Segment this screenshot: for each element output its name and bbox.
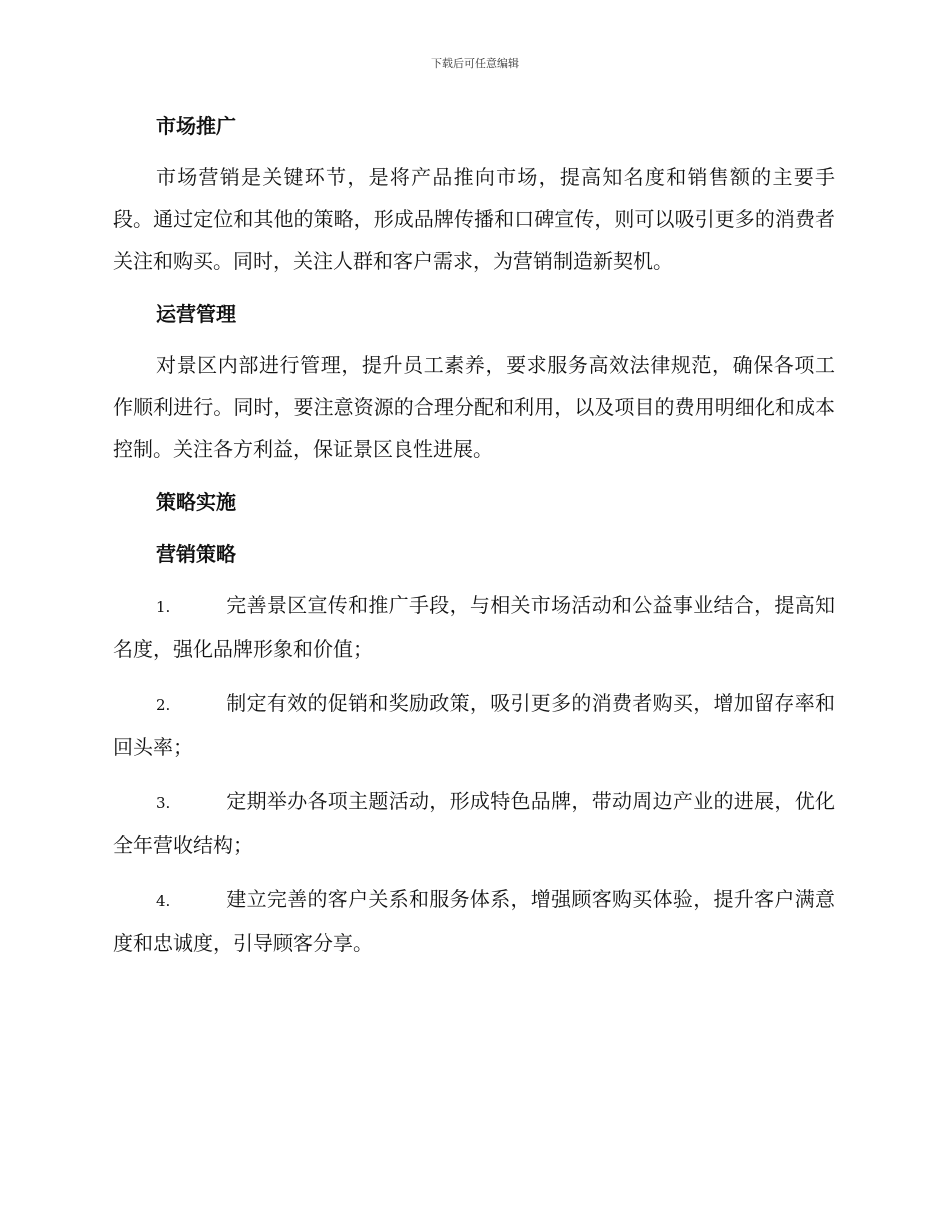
list-item-number: 1. [156, 598, 171, 616]
header-note: 下载后可任意编辑 [431, 57, 519, 70]
heading-strategy-implementation: 策略实施 [156, 490, 236, 514]
list-item-number: 3. [156, 794, 171, 812]
list-item-text: 定期举办各项主题活动，形成特色品牌，带动周边产业的进展，优化全年营收结构； [113, 789, 835, 857]
list-item-text: 建立完善的客户关系和服务体系，增强顾客购买体验，提升客户满意度和忠诚度，引导顾客分享。 [113, 887, 835, 955]
paragraph-operations-management: 对景区内部进行管理，提升员工素养，要求服务高效法律规范，确保各项工作顺利进行。同时，要注意资源的合理分配和利用，以及项目的费用明细化和成本控制。关注各方利益，保证景区良性进展。 [113, 353, 835, 461]
list-item-text: 制定有效的促销和奖励政策，吸引更多的消费者购买，增加留存率和回头率； [113, 691, 835, 759]
list-item [113, 878, 835, 964]
list-item-text: 完善景区宣传和推广手段，与相关市场活动和公益事业结合，提高知名度，强化品牌形象和价值； [113, 593, 835, 661]
list-item [113, 780, 835, 866]
list-item-number: 2. [156, 696, 171, 714]
list-item-number: 4. [156, 892, 171, 910]
list-item [113, 584, 835, 670]
heading-market-promotion: 市场推广 [156, 114, 236, 138]
heading-marketing-strategy: 营销策略 [156, 542, 236, 566]
document-body [113, 104, 835, 976]
list-item [113, 682, 835, 768]
heading-operations-management: 运营管理 [156, 302, 236, 326]
paragraph-market-promotion: 市场营销是关键环节，是将产品推向市场，提高知名度和销售额的主要手段。通过定位和其他的策略，形成品牌传播和口碑宣传，则可以吸引更多的消费者关注和购买。同时，关注人群和客户需求，为营销制造新契机。 [113, 165, 835, 273]
